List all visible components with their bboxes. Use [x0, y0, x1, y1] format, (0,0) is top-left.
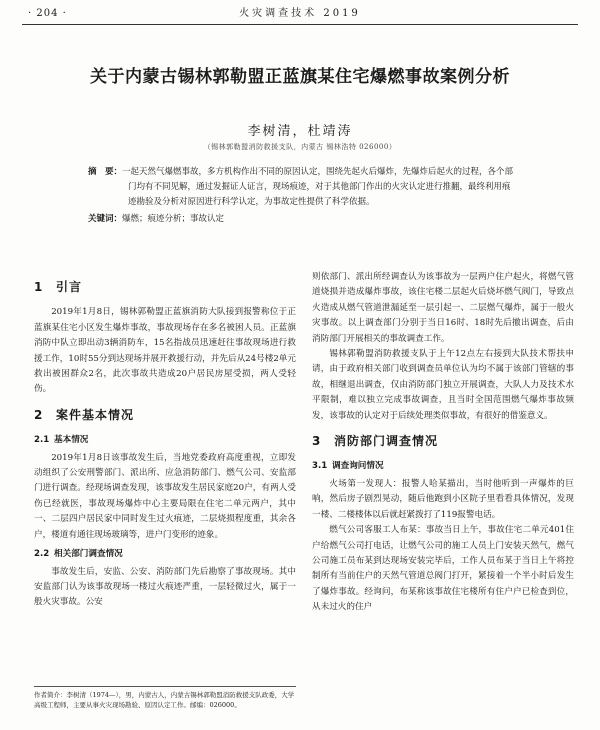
paragraph: 则依部门、派出所经调查认为该事故为一层两户住户起火，将燃气管道烧损并造成爆炸事故，该住宅楼二层起火后烧坏燃气阀门，导致点火造成从燃气管道泄漏延至一层引起一、二层燃气爆炸，属于一般火灾事故。以上调查部门分别于当日16时、18时先后撤出调查，后由消防部门开展相关的事故调查工作。: [312, 272, 574, 344]
paragraph: 2019年1月8日该事故发生后，当地党委政府高度重视，立即发动组织了公安刑警部门、派出所、应急消防部门、燃气公司、安监部门进行调查。经现场调查发现，该事故发生居民家庭20户，有两人受伤已经就医，事故现场爆炸中心主要局限在住宅二单元两户，其中一、二层四户居民家中同时发生过火痕迹，二层烧损程度重，其余各户，楼道有通往现场玻璃等，进户门变形的迹象。: [34, 452, 296, 540]
left-column: [34, 270, 296, 611]
keywords-text: 爆燃；痕迹分析；事故认定: [122, 214, 225, 224]
section-heading-fire-dept: 3 消防部门调查情况: [312, 434, 439, 449]
section-heading-case: 2 案件基本情况: [34, 407, 135, 422]
paragraph: 事故发生后，安监、公安、消防部门先后勘察了事故现场。其中安监部门认为该事故现场一楼过火痕迹严重，一层轻微过火，属于一般火灾事故。公安: [34, 566, 296, 608]
authors: 李树清，杜靖涛: [247, 124, 353, 139]
article-title: 关于内蒙古锡林郭勒盟正蓝旗某住宅爆燃事故案例分析: [90, 67, 510, 87]
abstract: [88, 165, 516, 210]
right-column: [312, 270, 574, 616]
paragraph: 火场第一发现人：报警人哈某描出，当时他听到一声爆炸的巨响，然后房子剧烈晃动，随后他跑到小区院子里看看具体情况，发现一楼、二楼楼体以后就赶紧拨打了119报警电话。: [312, 478, 574, 520]
paragraph: 2019年1月8日，锡林郭勒盟正蓝旗消防大队接到报警称位于正蓝旗某住宅小区发生爆炸事故，事故现场存在多名被困人员。正蓝旗消防中队立即出动3辆消防车，15名指战员迅速赶往事故现场进行救援工作，10时55分到达现场并展开救援行动，并先后从24号楼2单元救出被困群众2名，此次事故共造成20户居民房屋受损，两人受轻伤。: [34, 307, 296, 395]
abstract-label: 摘 要：: [88, 167, 123, 177]
running-header: [22, 6, 578, 25]
abstract-text: 一起天然气爆燃事故，多方机构作出不同的原因认定，围绕先起火后爆炸，先爆炸后起火的过程，各个部门均有不同见解，通过发掘证人证言，现场痕迹，对于其他部门作出的火灾认定进行推翻，最终利用痕迹勘验及分析对原因进行科学认定，为事故定性提供了科学依据。: [122, 167, 514, 207]
abstract-block: [88, 165, 516, 227]
paragraph: 锡林郭勒盟消防救援支队于上午12点左右接到大队技术帮扶申请，由于政府相关部门收到调查员单位认为均不属于该部门管辖的事故，相继退出调查，仅由消防部门独立开展调查，大队人力及技术水平限制，难以独立完成事故调查，且当时全国范围燃气爆炸事故频发，该事故的认定对于后续处理类似事故，有很好的借鉴意义。: [312, 349, 574, 421]
keywords: [88, 212, 516, 227]
paragraph: 燃气公司客服工人布某：事故当日上午，事故住宅二单元401住户给燃气公司打电话，让燃气公司的施工人员上门安装天然气，燃气公司施工员布某到达现场安装完毕后，工作人员布某于当日上午将控制所有当前住户的天然气管道总阀门打开，紧接着一个半小时后发生了爆炸事故。经询问，布某称该事故住宅楼所有住户户已检查到位，从未过火的住户: [312, 525, 574, 613]
subsection-heading: 3.1 调查询问情况: [312, 461, 384, 472]
page-number: · 204 ·: [28, 8, 67, 19]
keywords-label: 关键词：: [88, 214, 123, 224]
section-heading-intro: 1 引言: [34, 280, 83, 294]
author-footnote: 作者简介：李树清（1974—），男，内蒙古人，内蒙古锡林郭勒盟消防救援支队政委，大学高级工程师，主要从事火灾现场勘验、原因认定工作。邮编：026000。: [34, 686, 296, 710]
subsection-heading: 2.1 基本情况: [34, 435, 89, 446]
journal-name: 火灾调查技术 2019: [239, 8, 361, 19]
subsection-heading: 2.2 相关部门调查情况: [34, 549, 123, 560]
affiliation: （锡林郭勒盟消防救援支队，内蒙古 锡林浩特 026000）: [203, 143, 397, 151]
